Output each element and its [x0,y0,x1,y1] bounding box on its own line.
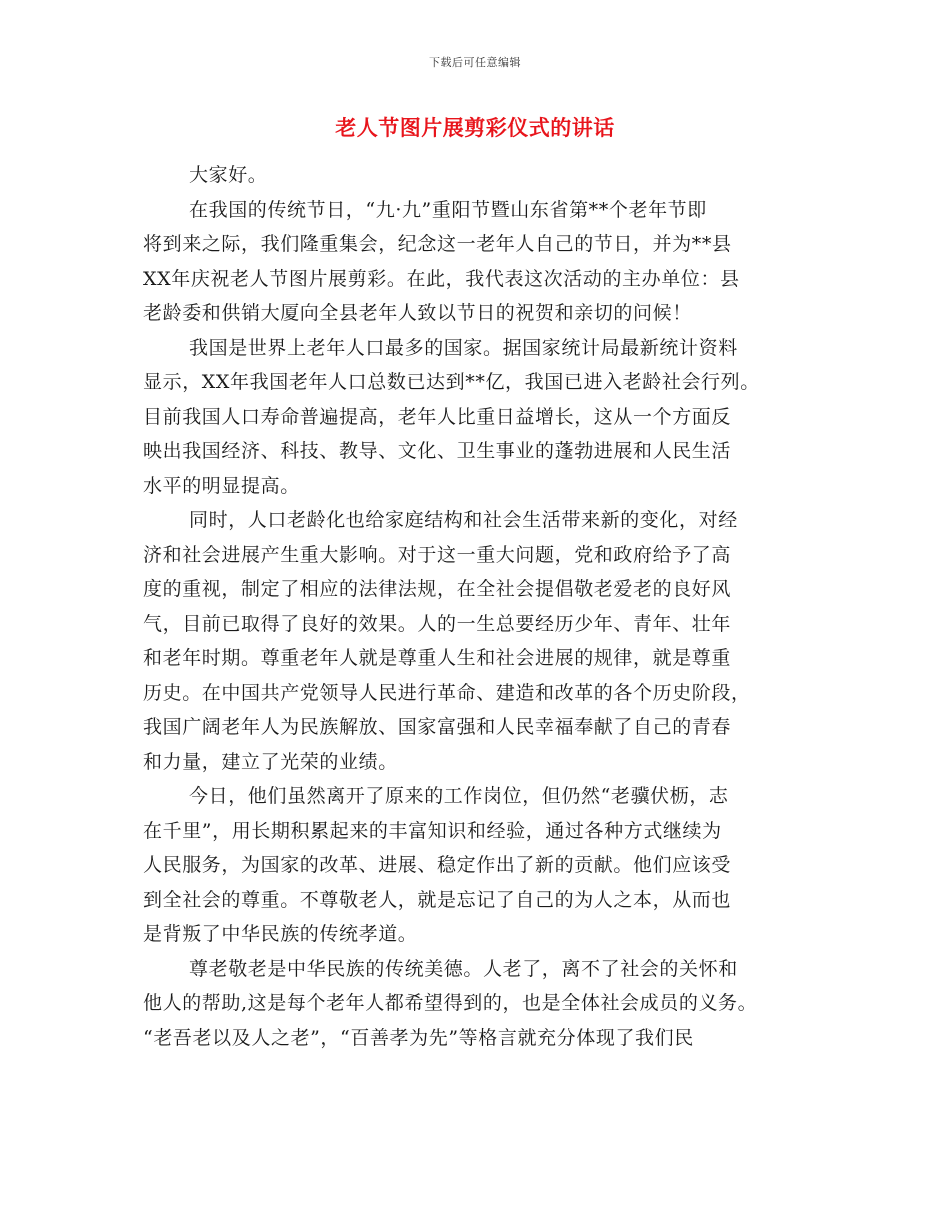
text-line: 是背叛了中华民族的传统孝道。 [143,923,418,945]
text-line: 历史。在中国共产党领导人民进行革命、建造和改革的各个历史阶段， [143,681,751,704]
paragraph-4 [143,503,823,779]
text-line: 在我国的传统节日，“九·九”重阳节暨山东省第**个老年节即 [189,198,707,221]
text-line: 和力量，建立了光荣的业绩。 [143,750,398,773]
text-line: 到全社会的尊重。不尊敬老人，就是忘记了自己的为人之本，从而也 [143,888,732,911]
text-line: 我国是世界上老年人口最多的国家。据国家统计局最新统计资料 [189,336,738,359]
text-line: 我国广阔老年人为民族解放、国家富强和人民幸福奉献了自己的青春 [143,716,732,738]
text-line: 人民服务，为国家的改革、进展、稳定作出了新的贡献。他们应该受 [143,854,732,876]
text-line: 气，目前已取得了良好的效果。人的一生总要经历少年、青年、壮年 [143,612,732,635]
text-line: 水平的明显提高。 [143,474,300,497]
text-line: 度的重视，制定了相应的法律法规，在全社会提倡敬老爱老的良好风 [143,578,732,600]
text-line: 和老年时期。尊重老年人就是尊重人生和社会进展的规律，就是尊重 [143,647,732,669]
text-line: 今日，他们虽然离开了原来的工作岗位，但仍然“老骥伏枥，志 [189,785,729,807]
text-line: 将到来之际，我们隆重集会，纪念这一老年人自己的节日，并为**县 [143,233,732,255]
text-line: 在千里”，用长期积累起来的丰富知识和经验，通过各种方式继续为 [143,819,722,842]
paragraph-3 [143,331,823,504]
text-line: 显示，XX年我国老年人口总数已达到**亿，我国已进入老龄社会行列。 [143,371,760,393]
text-line: 大家好。 [189,164,268,186]
text-line: 尊老敬老是中华民族的传统美德。人老了，离不了社会的关怀和 [189,957,738,980]
document-title: 老人节图片展剪彩仪式的讲话 [335,116,615,140]
text-line: 老龄委和供销大厦向全县老年人致以节日的祝贺和亲切的问候！ [143,302,692,324]
header-note: 下载后可任意编辑 [429,56,521,69]
text-line: “老吾老以及人之老”，“百善孝为先”等格言就充分体现了我们民 [143,1026,694,1049]
text-line: 同时，人口老龄化也给家庭结构和社会生活带来新的变化，对经 [189,509,738,531]
text-line: 他人的帮助,这是每个老年人都希望得到的，也是全体社会成员的义务。 [143,992,758,1014]
paragraph-1 [143,158,823,193]
paragraph-6 [143,952,823,1056]
text-line: 目前我国人口寿命普遍提高，老年人比重日益增长，这从一个方面反 [143,405,732,428]
text-line: XX年庆祝老人节图片展剪彩。在此，我代表这次活动的主办单位：县 [143,267,740,290]
text-line: 映出我国经济、科技、教导、文化、卫生事业的蓬勃进展和人民生活 [143,440,732,462]
paragraph-5 [143,779,823,952]
document-body [143,158,823,1055]
paragraph-2 [143,193,823,331]
text-line: 济和社会进展产生重大影响。对于这一重大问题，党和政府给予了高 [143,543,732,566]
